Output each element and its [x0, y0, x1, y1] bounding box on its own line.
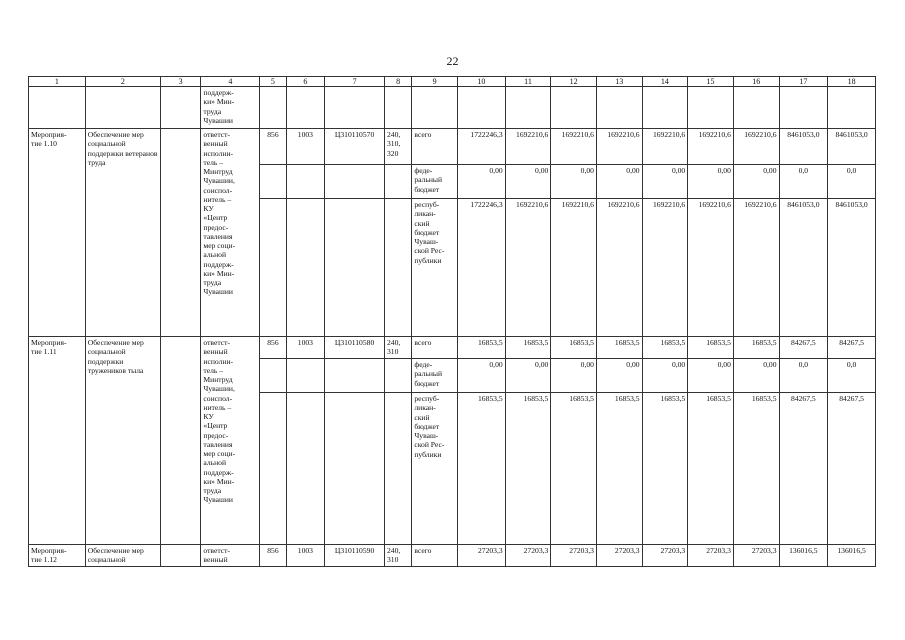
empty-cell — [325, 165, 385, 199]
rzpr-cell: 1003 — [286, 337, 325, 359]
value-cell: 0,00 — [551, 359, 597, 393]
grbs-cell: 856 — [260, 129, 286, 165]
empty-cell — [260, 393, 286, 545]
funding-source-cell: респуб- ликан- ский бюджет Чуваш- ской Рес- публики — [412, 393, 458, 545]
value-cell: 0,0 — [828, 165, 876, 199]
header-cell: 2 — [85, 77, 160, 87]
value-cell: 1692210,6 — [642, 129, 688, 165]
empty-cell — [286, 359, 325, 393]
funding-source-cell: респуб- ликан- ский бюджет Чуваш- ской Рес- публики — [412, 199, 458, 337]
value-cell: 1692210,6 — [551, 199, 597, 337]
empty-cell — [384, 165, 411, 199]
value-cell: 136016,5 — [779, 545, 828, 567]
measure-description-cell: Обеспечение мер социальной поддержки ветеранов труда — [85, 129, 160, 337]
executor-cell: ответст- венный — [201, 545, 260, 567]
csr-cell: Ц310110590 — [325, 545, 385, 567]
funding-source-cell: феде- ральный бюджет — [412, 359, 458, 393]
csr-cell: Ц310110570 — [325, 129, 385, 165]
executor-cell: ответст- венный исполни- тель – Минтруд Чувашии, соиспол- нитель – КУ «Центр предос- тавления мер соци- альной поддерж- ки» Мин- труда Чувашии — [201, 129, 260, 337]
value-cell: 1692210,6 — [596, 199, 642, 337]
measure-description-cell: Обеспечение мер социальной поддержки тружеников тыла — [85, 337, 160, 545]
funding-source-cell: феде- ральный бюджет — [412, 165, 458, 199]
value-cell: 1692210,6 — [733, 129, 779, 165]
value-cell: 8461053,0 — [779, 129, 828, 165]
value-cell: 16853,5 — [505, 393, 551, 545]
value-cell: 0,0 — [828, 359, 876, 393]
empty-cell — [260, 199, 286, 337]
value-cell: 16853,5 — [688, 337, 734, 359]
value-cell: 16853,5 — [596, 337, 642, 359]
value-cell: 1692210,6 — [688, 129, 734, 165]
value-cell: 0,00 — [458, 165, 506, 199]
value-cell: 27203,3 — [458, 545, 506, 567]
table-row — [29, 129, 876, 165]
empty-cell — [286, 199, 325, 337]
value-cell: 0,00 — [642, 165, 688, 199]
header-cell: 11 — [505, 77, 551, 87]
value-cell: 1692210,6 — [596, 129, 642, 165]
page-number: 22 — [446, 54, 459, 68]
budget-table — [28, 76, 876, 567]
header-cell: 3 — [160, 77, 201, 87]
grbs-cell: 856 — [260, 545, 286, 567]
empty-cell — [384, 199, 411, 337]
header-cell: 14 — [642, 77, 688, 87]
value-cell: 16853,5 — [733, 393, 779, 545]
empty-cell — [384, 393, 411, 545]
value-cell: 27203,3 — [688, 545, 734, 567]
measures-body — [29, 129, 876, 567]
table-row — [29, 545, 876, 567]
measure-name-cell: Мероприя- тие 1.10 — [29, 129, 86, 337]
value-cell: 0,00 — [596, 165, 642, 199]
value-cell: 16853,5 — [642, 393, 688, 545]
continuation-row — [29, 87, 876, 129]
value-cell: 1722246,3 — [458, 129, 506, 165]
value-cell: 0,00 — [688, 165, 734, 199]
value-cell: 0,00 — [642, 359, 688, 393]
empty-cell — [286, 393, 325, 545]
header-cell: 13 — [596, 77, 642, 87]
funding-source-cell: всего — [412, 545, 458, 567]
value-cell: 27203,3 — [733, 545, 779, 567]
value-cell: 27203,3 — [551, 545, 597, 567]
value-cell: 27203,3 — [505, 545, 551, 567]
funding-source-cell: всего — [412, 129, 458, 165]
value-cell: 0,00 — [505, 165, 551, 199]
value-cell: 1692210,6 — [505, 129, 551, 165]
grbs-cell: 856 — [260, 337, 286, 359]
vr-cell: 240, 310 — [384, 337, 411, 359]
header-cell: 4 — [201, 77, 260, 87]
header-cell: 6 — [286, 77, 325, 87]
value-cell: 0,00 — [688, 359, 734, 393]
csr-cell: Ц310110580 — [325, 337, 385, 359]
value-cell: 84267,5 — [828, 393, 876, 545]
empty-cell — [260, 359, 286, 393]
executor-cell: поддерж- ки» Мин- труда Чувашии — [201, 87, 260, 129]
value-cell: 0,0 — [779, 165, 828, 199]
vr-cell: 240, 310, 320 — [384, 129, 411, 165]
empty-cell — [160, 545, 201, 567]
value-cell: 1692210,6 — [733, 199, 779, 337]
measure-description-cell: Обеспечение мер социальной — [85, 545, 160, 567]
value-cell: 16853,5 — [505, 337, 551, 359]
empty-cell — [160, 337, 201, 545]
value-cell: 16853,5 — [458, 337, 506, 359]
measure-name-cell: Мероприя- тие 1.12 — [29, 545, 86, 567]
value-cell: 8461053,0 — [828, 199, 876, 337]
vr-cell: 240, 310 — [384, 545, 411, 567]
header-cell: 9 — [412, 77, 458, 87]
header-cell: 8 — [384, 77, 411, 87]
empty-cell — [325, 393, 385, 545]
value-cell: 1692210,6 — [642, 199, 688, 337]
header-cell: 17 — [779, 77, 828, 87]
value-cell: 84267,5 — [779, 393, 828, 545]
value-cell: 0,00 — [733, 165, 779, 199]
value-cell: 0,00 — [551, 165, 597, 199]
empty-cell — [325, 199, 385, 337]
value-cell: 27203,3 — [642, 545, 688, 567]
header-cell: 1 — [29, 77, 86, 87]
value-cell: 16853,5 — [551, 393, 597, 545]
value-cell: 8461053,0 — [828, 129, 876, 165]
measure-name-cell: Мероприя- тие 1.11 — [29, 337, 86, 545]
header-cell: 18 — [828, 77, 876, 87]
value-cell: 8461053,0 — [779, 199, 828, 337]
value-cell: 0,00 — [733, 359, 779, 393]
header-cell: 7 — [325, 77, 385, 87]
funding-source-cell: всего — [412, 337, 458, 359]
value-cell: 1692210,6 — [505, 199, 551, 337]
empty-cell — [325, 359, 385, 393]
value-cell: 27203,3 — [596, 545, 642, 567]
header-row — [29, 77, 876, 87]
value-cell: 1722246,3 — [458, 199, 506, 337]
empty-cell — [160, 129, 201, 337]
executor-cell: ответст- венный исполни- тель – Минтруд Чувашии, соиспол- нитель – КУ «Центр предос- тавления мер соци- альной поддерж- ки» Мин- труда Чувашии — [201, 337, 260, 545]
value-cell: 0,0 — [779, 359, 828, 393]
rzpr-cell: 1003 — [286, 545, 325, 567]
header-cell: 5 — [260, 77, 286, 87]
table-row — [29, 337, 876, 359]
value-cell: 84267,5 — [828, 337, 876, 359]
value-cell: 136016,5 — [828, 545, 876, 567]
header-cell: 16 — [733, 77, 779, 87]
empty-cell — [384, 359, 411, 393]
value-cell: 0,00 — [505, 359, 551, 393]
value-cell: 0,00 — [596, 359, 642, 393]
value-cell: 1692210,6 — [688, 199, 734, 337]
value-cell: 16853,5 — [688, 393, 734, 545]
header-cell: 12 — [551, 77, 597, 87]
value-cell: 0,00 — [458, 359, 506, 393]
empty-cell — [260, 165, 286, 199]
value-cell: 16853,5 — [596, 393, 642, 545]
value-cell: 16853,5 — [733, 337, 779, 359]
rzpr-cell: 1003 — [286, 129, 325, 165]
header-cell: 15 — [688, 77, 734, 87]
value-cell: 16853,5 — [551, 337, 597, 359]
empty-cell — [286, 165, 325, 199]
value-cell: 84267,5 — [779, 337, 828, 359]
header-cell: 10 — [458, 77, 506, 87]
value-cell: 16853,5 — [642, 337, 688, 359]
value-cell: 16853,5 — [458, 393, 506, 545]
value-cell: 1692210,6 — [551, 129, 597, 165]
